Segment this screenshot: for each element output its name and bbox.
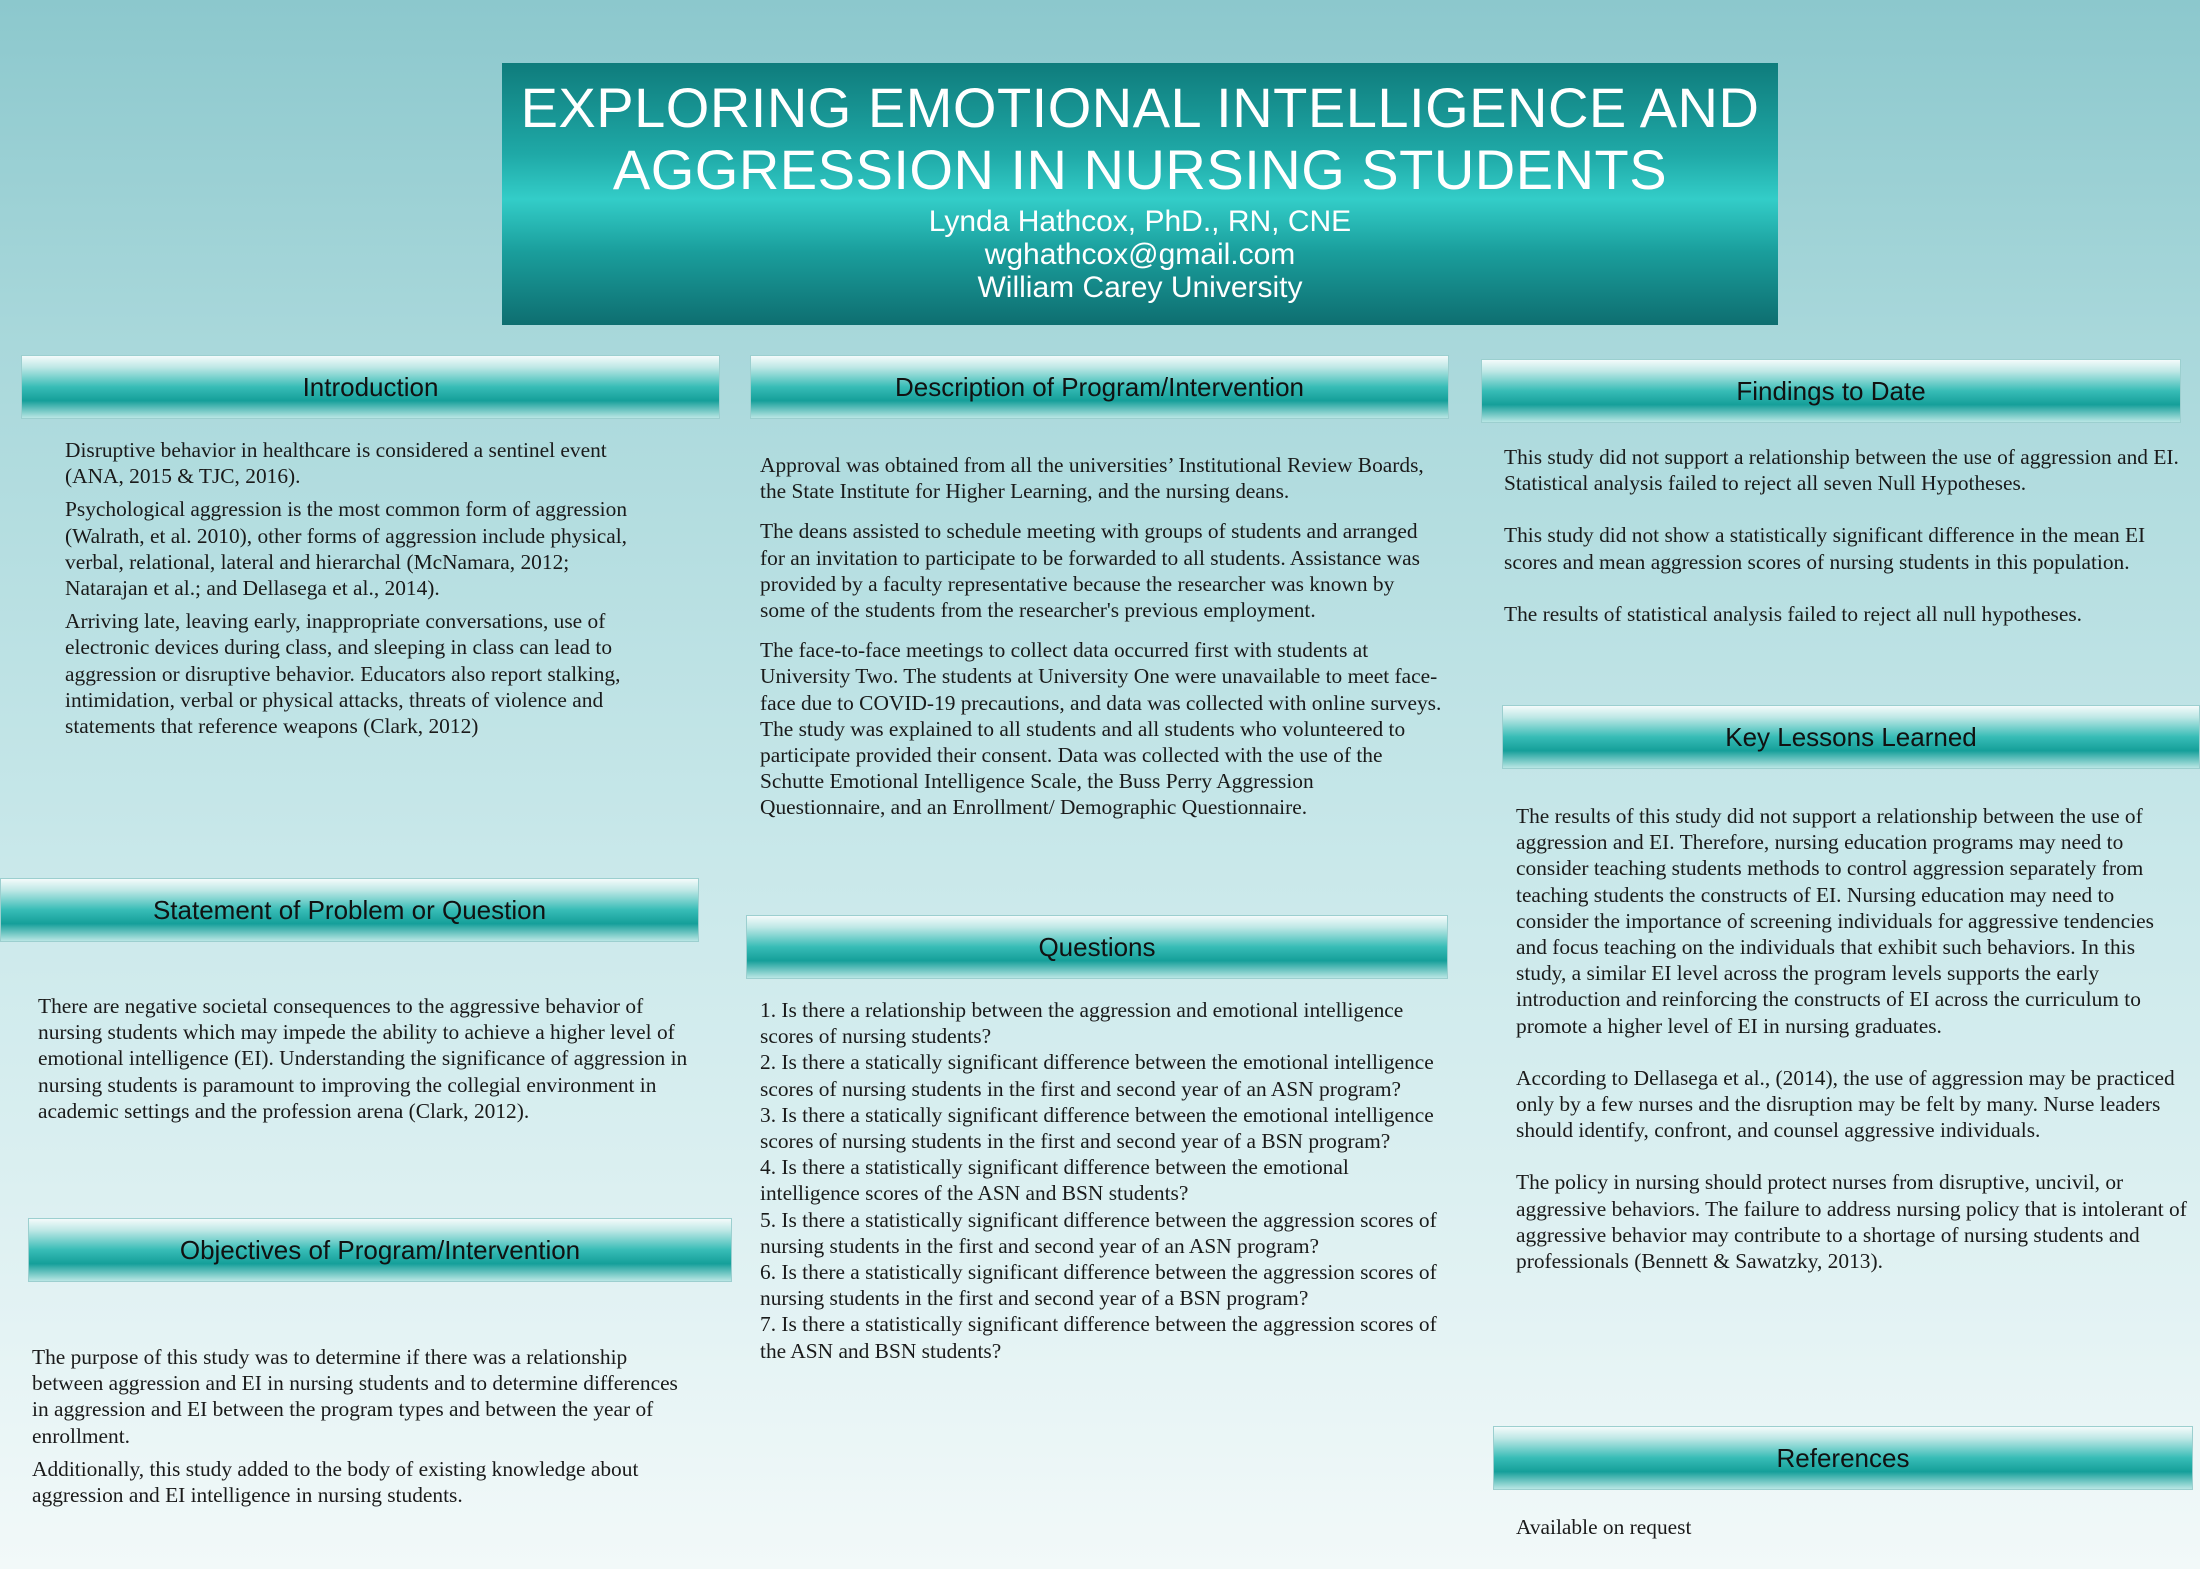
problem-body xyxy=(38,993,710,1131)
author-email[interactable]: wghathcox@gmail.com xyxy=(984,238,1296,271)
question-item: 3. Is there a statically significant difference between the emotional intelligence scores of nursing students in the first and second year of a BSN program? xyxy=(760,1102,1434,1154)
introduction-paragraph: Arriving late, leaving early, inappropriate conversations, use of electronic devices during class, and sleeping in class can lead to aggression or disruptive behavior. Educators also report stalking, intimidation, verbal or physical attacks, threats of violence and statements that reference weapons (Clark, 2012) xyxy=(65,609,621,739)
lessons-body xyxy=(1516,803,2188,1281)
lessons-paragraph: The results of this study did not support a relationship between the use of aggression and EI. Therefore, nursing education programs may need to consider teaching students methods to control aggression separately from teaching students the constructs of EI. Nursing education may need to consider the importance of screening individuals for aggressive tendencies and focus teaching on the individuals that exhibit such behaviors. In this study, a similar EI level across the program levels supports the early introduction and reinforcing the constructs of EI across the curriculum to promote a higher level of EI in nursing graduates. xyxy=(1516,804,2154,1038)
objectives-body xyxy=(32,1344,692,1515)
description-heading: Description of Program/Intervention xyxy=(750,355,1449,419)
findings-heading: Findings to Date xyxy=(1481,359,2181,423)
description-paragraph: Approval was obtained from all the universities’ Institutional Review Boards, the State Institute for Higher Learning, and the nursing deans. xyxy=(760,453,1424,504)
findings-paragraph: This study did not show a statistically significant difference in the mean EI scores and mean aggression scores of nursing students in this population. xyxy=(1504,523,2146,574)
references-heading: References xyxy=(1493,1426,2193,1490)
findings-paragraph: This study did not support a relationship between the use of aggression and EI. Statistical analysis failed to reject all seven Null Hypotheses. xyxy=(1504,445,2179,496)
findings-body xyxy=(1504,444,2190,634)
references-body xyxy=(1516,1514,1916,1547)
introduction-heading: Introduction xyxy=(21,355,720,419)
question-item: 4. Is there a statistically significant difference between the emotional intelligence scores of the ASN and BSN students? xyxy=(760,1155,1349,1206)
lessons-paragraph: The policy in nursing should protect nurses from disruptive, uncivil, or aggressive behaviors. The failure to address nursing policy that is intolerant of aggressive behavior may contribute to a shortage of nursing students and professionals (Bennett & Sawatzky, 2013). xyxy=(1516,1170,2187,1274)
poster-title-line-2: AGGRESSION IN NURSING STUDENTS xyxy=(612,138,1668,201)
references-text: Available on request xyxy=(1516,1515,1692,1539)
problem-paragraph: There are negative societal consequences to the aggressive behavior of nursing students which may impede the ability to achieve a higher level of emotional intelligence (EI). Understanding the significance of aggression in nursing students is paramount to improving the collegial environment in academic settings and the profession arena (Clark, 2012). xyxy=(38,994,688,1123)
question-item: 5. Is there a statistically significant difference between the aggression scores of nursing students in the first and second year of an ASN program? xyxy=(760,1207,1437,1258)
description-paragraph: The deans assisted to schedule meeting with groups of students and arranged for an invitation to participate to be forwarded to all students. Assistance was provided by a faculty representative because the researcher was known by some of the students from the researcher's previous employment. xyxy=(760,519,1420,623)
introduction-paragraph: Disruptive behavior in healthcare is considered a sentinel event (ANA, 2015 & TJC, 2016). xyxy=(65,438,607,489)
question-item: 1. Is there a relationship between the aggression and emotional intelligence scores of nursing students? xyxy=(760,998,1404,1049)
questions-list xyxy=(760,997,1442,1364)
findings-paragraph: The results of statistical analysis failed to reject all null hypotheses. xyxy=(1504,601,2082,626)
poster-title-line-1: EXPLORING EMOTIONAL INTELLIGENCE AND xyxy=(520,76,1760,139)
question-item: 6. Is there a statistically significant difference between the aggression scores of nursing students in the first and second year of a BSN program? xyxy=(760,1260,1437,1311)
objectives-paragraph: The purpose of this study was to determine if there was a relationship between aggression and EI in nursing students and to determine differences in aggression and EI between the program types and between the year of enrollment. xyxy=(32,1345,678,1448)
question-item: 7. Is there a statistically significant difference between the aggression scores of the ASN and BSN students? xyxy=(760,1312,1437,1363)
lessons-heading: Key Lessons Learned xyxy=(1502,705,2200,769)
description-paragraph: The face-to-face meetings to collect data occurred first with students at University Two. The students at University One were unavailable to meet face-face due to COVID-19 precautions, and data was collected with online surveys. The study was explained to all students and all students who volunteered to participate provided their consent. Data was collected with the use of the Schutte Emotional Intelligence Scale, the Buss Perry Aggression Questionnaire, and an Enrollment/ Demographic Questionnaire. xyxy=(760,638,1442,820)
objectives-paragraph: Additionally, this study added to the body of existing knowledge about aggression and EI intelligence in nursing students. xyxy=(32,1456,639,1508)
lessons-paragraph: According to Dellasega et al., (2014), the use of aggression may be practiced only by a few nurses and the disruption may be felt by many. Nurse leaders should identify, confront, and counsel aggressive individuals. xyxy=(1516,1065,2175,1143)
title-banner xyxy=(502,63,1778,325)
questions-heading: Questions xyxy=(746,915,1448,979)
problem-heading: Statement of Problem or Question xyxy=(0,878,699,942)
author-name: Lynda Hathcox, PhD., RN, CNE xyxy=(928,205,1352,238)
introduction-paragraph: Psychological aggression is the most common form of aggression (Walrath, et al. 2010), other forms of aggression include physical, verbal, relational, lateral and hierarchal (McNamara, 2012; Natarajan et al.; and Dellasega et al., 2014). xyxy=(65,497,628,601)
description-body xyxy=(760,452,1442,828)
introduction-body xyxy=(65,437,655,746)
author-institution: William Carey University xyxy=(977,271,1303,304)
question-item: 2. Is there a statically significant difference between the emotional intelligence scores of nursing students in the first and second year of an ASN program? xyxy=(760,1050,1434,1101)
objectives-heading: Objectives of Program/Intervention xyxy=(28,1218,732,1282)
